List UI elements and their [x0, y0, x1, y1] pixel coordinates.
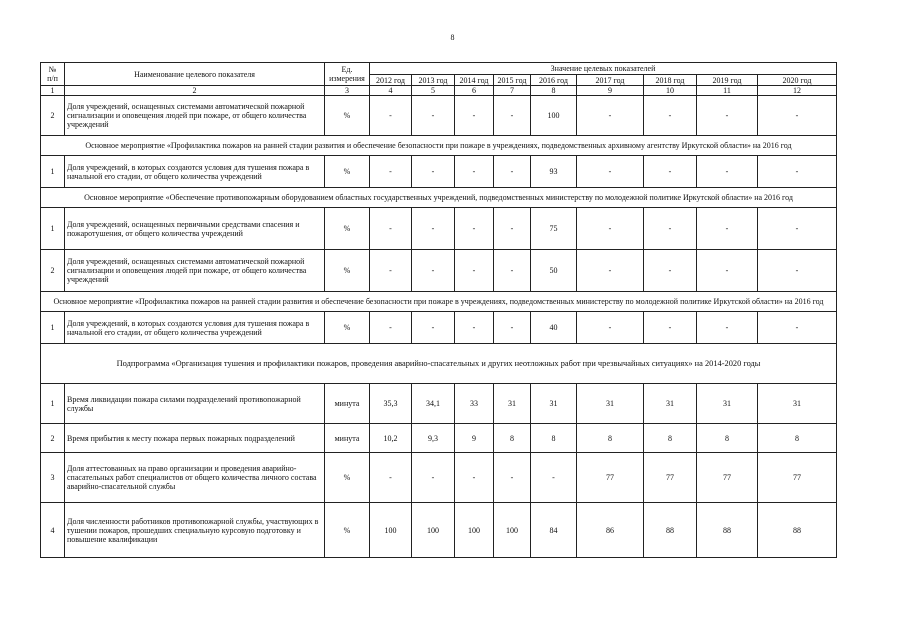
value-cell: 31 [644, 384, 697, 424]
value-cell: - [697, 96, 758, 136]
header-year: 2019 год [697, 75, 758, 86]
column-number: 7 [494, 86, 531, 96]
column-number: 1 [41, 86, 65, 96]
value-cell: - [455, 156, 494, 188]
column-number: 2 [65, 86, 325, 96]
unit-cell: % [325, 453, 370, 503]
section-heading-row [41, 292, 837, 312]
value-cell: - [494, 96, 531, 136]
value-cell: - [455, 250, 494, 292]
value-cell: - [577, 156, 644, 188]
subprogram-heading: Подпрограмма «Организация тушения и профилактики пожаров, проведения аварийно-спасательных и других неотложных работ при чрезвычайных ситуациях» на 2014-2020 годы [41, 344, 837, 384]
value-cell: - [370, 208, 412, 250]
value-cell: 8 [577, 424, 644, 453]
row-number: 1 [41, 384, 65, 424]
column-number: 10 [644, 86, 697, 96]
header-year: 2016 год [531, 75, 577, 86]
unit-cell: минута [325, 384, 370, 424]
indicator-name: Время ликвидации пожара силами подразделений противопожарной службы [65, 384, 325, 424]
value-cell: - [644, 312, 697, 344]
header-unit: Ед. измерения [325, 63, 370, 86]
table-row [41, 384, 837, 424]
value-cell: - [455, 312, 494, 344]
value-cell: - [697, 208, 758, 250]
value-cell: 88 [697, 503, 758, 558]
row-number: 4 [41, 503, 65, 558]
value-cell: 93 [531, 156, 577, 188]
value-cell: - [644, 208, 697, 250]
column-number: 5 [412, 86, 455, 96]
column-number: 4 [370, 86, 412, 96]
value-cell: 86 [577, 503, 644, 558]
value-cell: - [697, 250, 758, 292]
value-cell: 8 [758, 424, 837, 453]
value-cell: 84 [531, 503, 577, 558]
value-cell: 31 [577, 384, 644, 424]
unit-cell: % [325, 96, 370, 136]
value-cell: - [758, 96, 837, 136]
table-row [41, 453, 837, 503]
indicator-name: Доля аттестованных на право организации и проведения аварийно-спасательных работ специалистов от общего количества личного состава аварийно-спасательной службы [65, 453, 325, 503]
indicator-name: Доля учреждений, оснащенных системами автоматической пожарной сигнализации и оповещения людей при пожаре, от общего количества учреждений [65, 96, 325, 136]
header-year: 2014 год [455, 75, 494, 86]
value-cell: - [455, 208, 494, 250]
header-year: 2017 год [577, 75, 644, 86]
table-row [41, 156, 837, 188]
section-heading-row [41, 136, 837, 156]
value-cell: - [370, 312, 412, 344]
indicator-name: Доля учреждений, оснащенных первичными средствами спасения и пожаротушения, от общего количества учреждений [65, 208, 325, 250]
value-cell: - [577, 208, 644, 250]
header-num: № п/п [41, 63, 65, 86]
value-cell: 31 [758, 384, 837, 424]
column-number: 8 [531, 86, 577, 96]
table-body [41, 96, 837, 558]
header-year: 2013 год [412, 75, 455, 86]
header-year: 2020 год [758, 75, 837, 86]
value-cell: - [758, 250, 837, 292]
value-cell: - [412, 250, 455, 292]
unit-cell: минута [325, 424, 370, 453]
value-cell: - [531, 453, 577, 503]
value-cell: - [577, 96, 644, 136]
table-row [41, 503, 837, 558]
value-cell: - [494, 208, 531, 250]
value-cell: - [412, 312, 455, 344]
value-cell: 31 [697, 384, 758, 424]
row-number: 2 [41, 424, 65, 453]
value-cell: 77 [758, 453, 837, 503]
value-cell: 33 [455, 384, 494, 424]
value-cell: 8 [644, 424, 697, 453]
value-cell: 8 [494, 424, 531, 453]
value-cell: - [697, 156, 758, 188]
value-cell: - [577, 312, 644, 344]
value-cell: - [758, 156, 837, 188]
column-number: 3 [325, 86, 370, 96]
indicator-name: Доля учреждений, в которых создаются условия для тушения пожара в начальной его стадии, от общего количества учреждений [65, 312, 325, 344]
value-cell: 77 [697, 453, 758, 503]
table-row [41, 250, 837, 292]
value-cell: 10,2 [370, 424, 412, 453]
value-cell: 77 [644, 453, 697, 503]
target-indicators-table [40, 62, 837, 558]
table-row [41, 424, 837, 453]
value-cell: - [370, 156, 412, 188]
value-cell: 31 [531, 384, 577, 424]
value-cell: 100 [370, 503, 412, 558]
value-cell: - [644, 250, 697, 292]
value-cell: - [494, 453, 531, 503]
value-cell: - [644, 96, 697, 136]
value-cell: 8 [531, 424, 577, 453]
unit-cell: % [325, 312, 370, 344]
value-cell: 9,3 [412, 424, 455, 453]
unit-cell: % [325, 208, 370, 250]
table-row [41, 96, 837, 136]
header-year: 2012 год [370, 75, 412, 86]
value-cell: 100 [494, 503, 531, 558]
value-cell: 50 [531, 250, 577, 292]
header-year: 2015 год [494, 75, 531, 86]
section-heading-row [41, 188, 837, 208]
unit-cell: % [325, 250, 370, 292]
page-number: 8 [450, 33, 455, 42]
value-cell: 100 [455, 503, 494, 558]
subprogram-heading-row [41, 344, 837, 384]
value-cell: - [455, 453, 494, 503]
unit-cell: % [325, 503, 370, 558]
value-cell: 8 [697, 424, 758, 453]
header-values-title: Значение целевых показателей [370, 63, 837, 75]
row-number: 1 [41, 312, 65, 344]
value-cell: - [494, 250, 531, 292]
unit-cell: % [325, 156, 370, 188]
column-number-row [41, 86, 837, 96]
value-cell: - [412, 208, 455, 250]
value-cell: 75 [531, 208, 577, 250]
value-cell: 100 [412, 503, 455, 558]
value-cell: - [455, 96, 494, 136]
value-cell: 31 [494, 384, 531, 424]
value-cell: 100 [531, 96, 577, 136]
row-number: 1 [41, 156, 65, 188]
header-year: 2018 год [644, 75, 697, 86]
table-row [41, 208, 837, 250]
value-cell: 40 [531, 312, 577, 344]
value-cell: 88 [758, 503, 837, 558]
value-cell: - [412, 156, 455, 188]
value-cell: - [412, 453, 455, 503]
value-cell: - [494, 156, 531, 188]
row-number: 1 [41, 208, 65, 250]
value-cell: - [494, 312, 531, 344]
value-cell: - [370, 96, 412, 136]
value-cell: - [412, 96, 455, 136]
column-number: 11 [697, 86, 758, 96]
value-cell: 34,1 [412, 384, 455, 424]
column-number: 6 [455, 86, 494, 96]
section-heading: Основное мероприятие «Профилактика пожаров на ранней стадии развития и обеспечение безопасности при пожаре в учреждениях, подведомственных архивному агентству Иркутской области» на 2016 год [41, 136, 837, 156]
indicator-name: Доля учреждений, в которых создаются условия для тушения пожара в начальной его стадии, от общего количества учреждений [65, 156, 325, 188]
row-number: 2 [41, 96, 65, 136]
table-row [41, 312, 837, 344]
value-cell: - [370, 453, 412, 503]
section-heading: Основное мероприятие «Обеспечение противопожарным оборудованием областных государственных учреждений, подведомственных министерству по молодежной политике Иркутской области» на 2016 год [41, 188, 837, 208]
value-cell: 35,3 [370, 384, 412, 424]
value-cell: - [644, 156, 697, 188]
value-cell: - [697, 312, 758, 344]
header-name: Наименование целевого показателя [65, 63, 325, 86]
value-cell: - [370, 250, 412, 292]
value-cell: - [577, 250, 644, 292]
section-heading: Основное мероприятие «Профилактика пожаров на ранней стадии развития и обеспечение безопасности при пожаре в учреждениях, подведомственных министерству по молодежной политике Иркутской области» на 2016 год [41, 292, 837, 312]
value-cell: 9 [455, 424, 494, 453]
value-cell: 77 [577, 453, 644, 503]
value-cell: - [758, 312, 837, 344]
value-cell: - [758, 208, 837, 250]
indicator-name: Доля учреждений, оснащенных системами автоматической пожарной сигнализации и оповещения людей при пожаре, от общего количества учреждений [65, 250, 325, 292]
column-number: 9 [577, 86, 644, 96]
row-number: 2 [41, 250, 65, 292]
indicator-name: Доля численности работников противопожарной службы, участвующих в тушении пожаров, прошедших специальную курсовую подготовку и повышение квалификации [65, 503, 325, 558]
column-number: 12 [758, 86, 837, 96]
value-cell: 88 [644, 503, 697, 558]
row-number: 3 [41, 453, 65, 503]
indicator-name: Время прибытия к месту пожара первых пожарных подразделений [65, 424, 325, 453]
